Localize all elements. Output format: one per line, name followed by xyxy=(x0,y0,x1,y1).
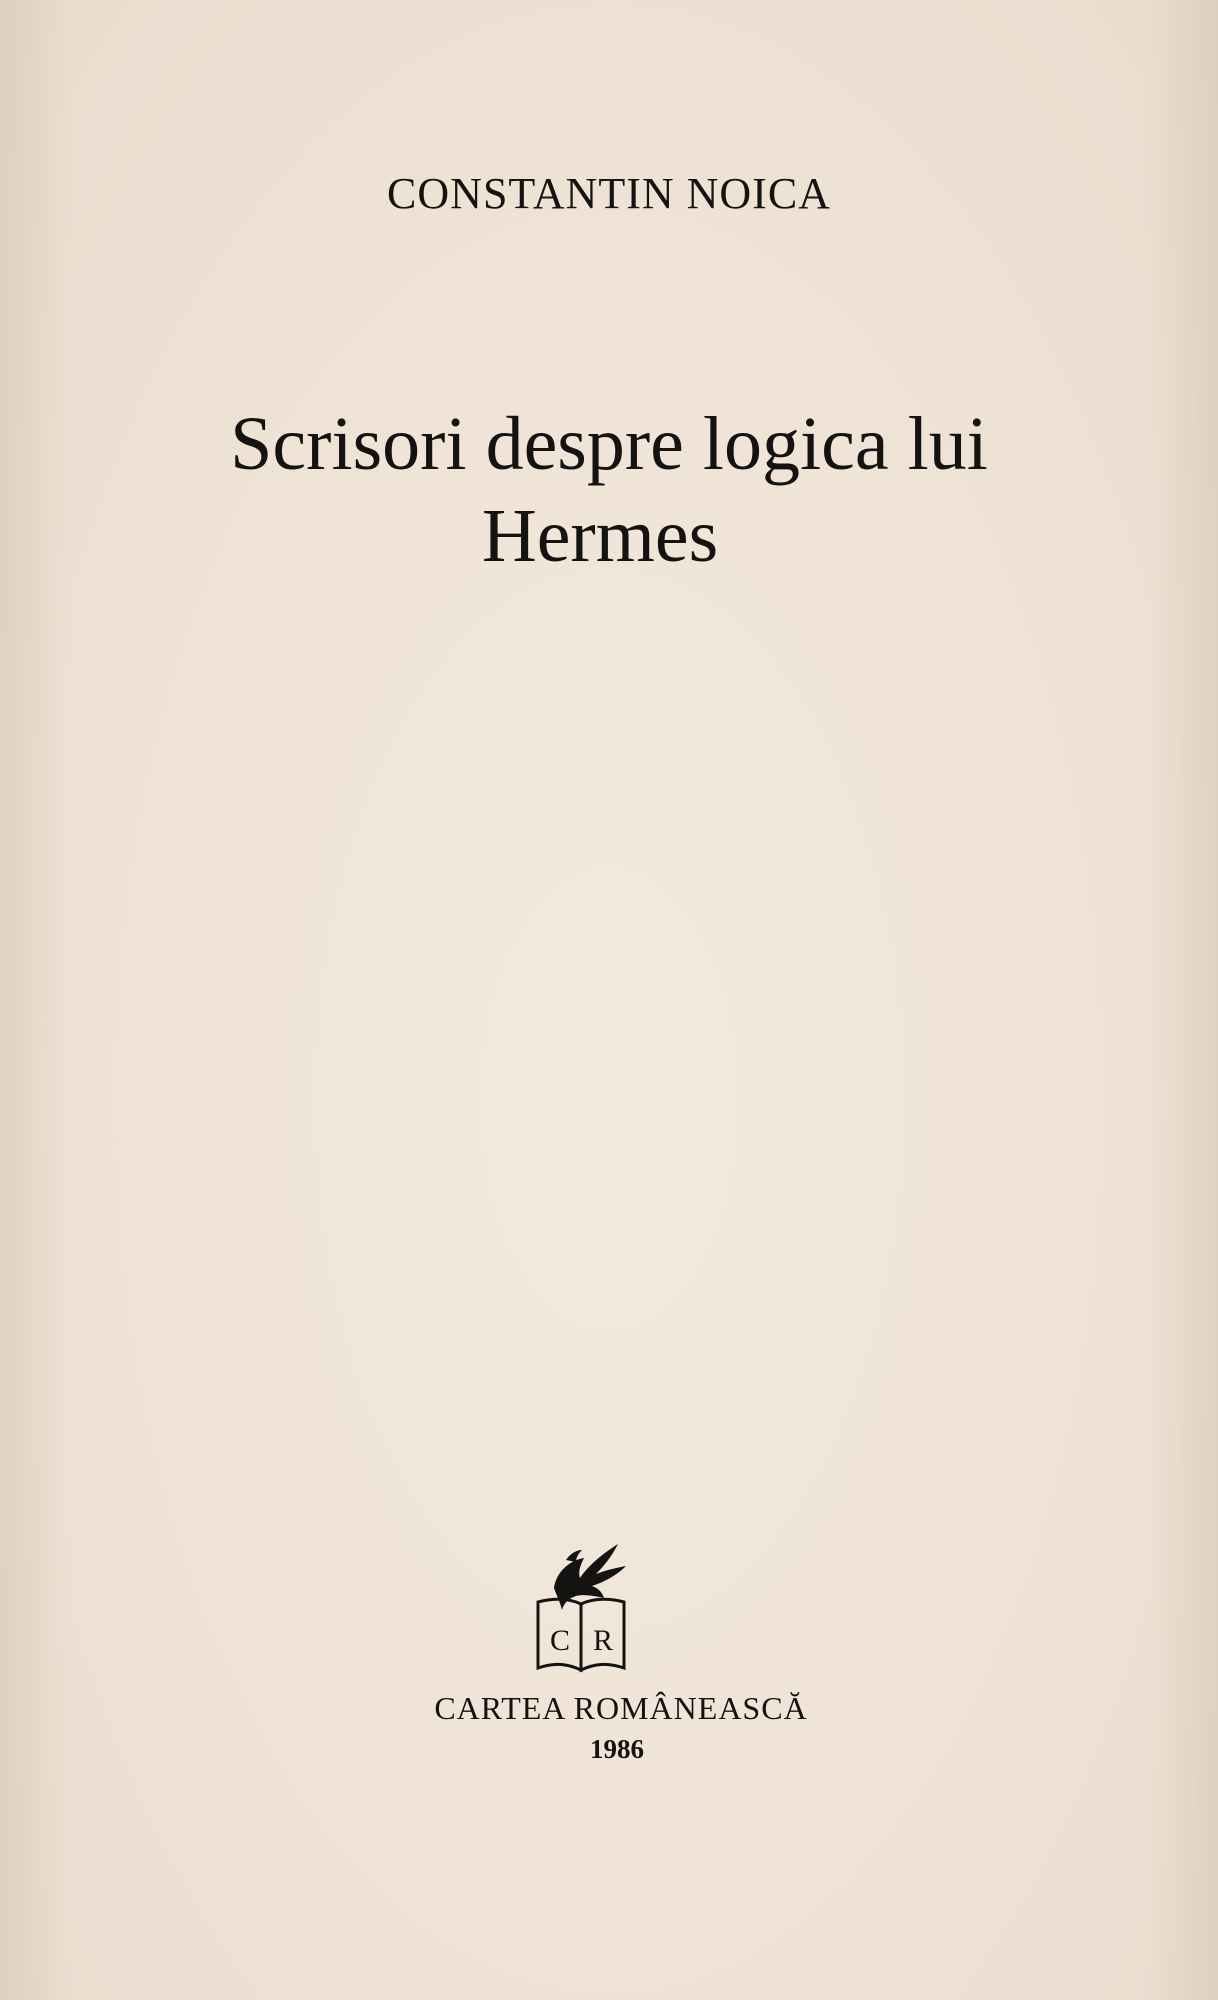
logo-letter-c: C xyxy=(549,1624,571,1657)
book-title-line-2: Hermes xyxy=(481,494,719,578)
publication-year: 1986 xyxy=(590,1734,644,1764)
book-title xyxy=(0,398,1218,582)
book-title-line-1: Scrisori despre logica lui xyxy=(230,402,988,486)
publisher-logo-icon xyxy=(526,1530,636,1680)
logo-letter-r: R xyxy=(592,1624,614,1657)
publisher-name: CARTEA ROMÂNEASCĂ xyxy=(434,1690,808,1726)
author-name: CONSTANTIN NOICA xyxy=(387,169,831,218)
